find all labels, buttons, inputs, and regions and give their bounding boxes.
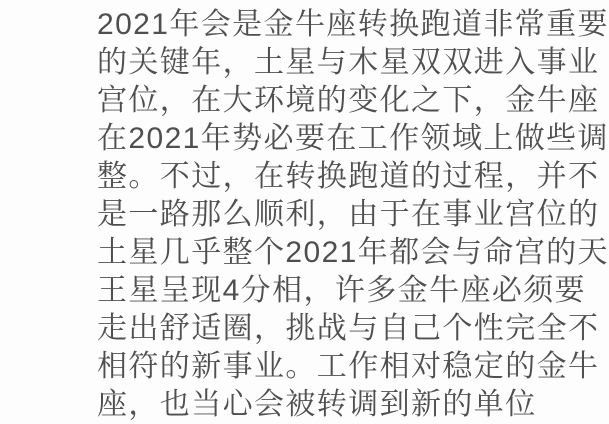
text-line-clipped: 座，也当心会被转调到新的单位	[97, 388, 537, 421]
text-line: 王星呈现4分相，许多金牛座必须要	[97, 274, 587, 307]
text-line: 是一路那么顺利，由于在事业宫位的	[97, 198, 600, 231]
text-line: 宫位，在大环境的变化之下，金牛座	[97, 84, 600, 117]
text-line: 的关键年，土星与木星双双进入事业	[97, 46, 600, 79]
text-line: 2021年会是金牛座转换跑道非常重要	[97, 8, 609, 41]
text-line: 在2021年势必要在工作领域上做些调	[97, 122, 609, 155]
text-line: 相符的新事业。工作相对稳定的金牛	[97, 350, 600, 383]
text-line: 土星几乎整个2021年都会与命宫的天	[97, 236, 609, 269]
text-line: 整。不过，在转换跑道的过程，并不	[97, 160, 600, 193]
text-line: 走出舒适圈，挑战与自己个性完全不	[97, 312, 600, 345]
